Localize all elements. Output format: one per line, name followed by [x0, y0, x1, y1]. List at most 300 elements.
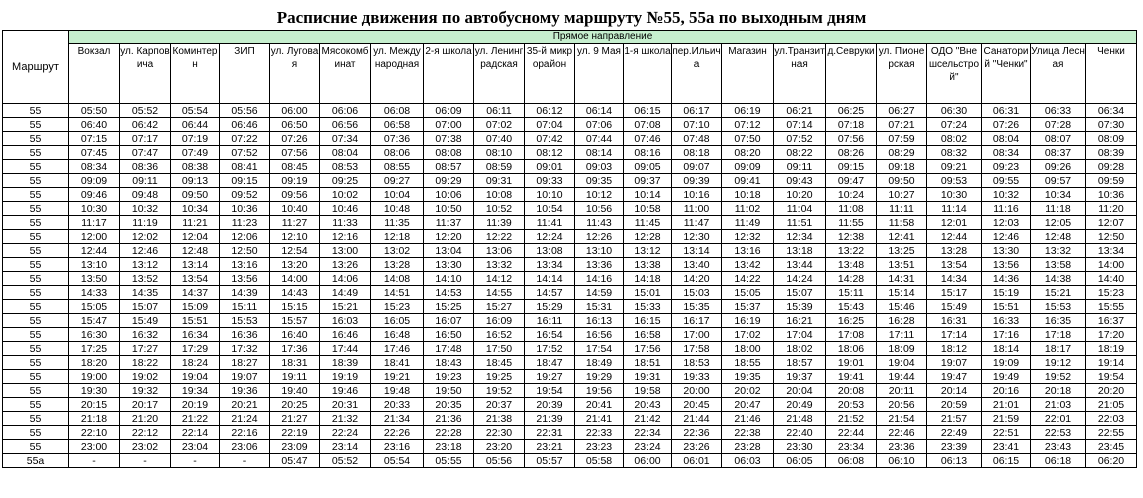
time-cell: 14:10 — [424, 272, 474, 286]
time-cell: 22:51 — [982, 426, 1031, 440]
time-cell: 15:33 — [624, 300, 672, 314]
time-cell: 12:44 — [69, 244, 120, 258]
stop-header: ул. 9 Мая — [575, 44, 624, 104]
time-cell: 16:35 — [1031, 314, 1086, 328]
time-cell: 11:35 — [371, 216, 424, 230]
stop-header: Магазин — [722, 44, 774, 104]
time-cell: 17:04 — [774, 328, 826, 342]
time-cell: 17:25 — [69, 342, 120, 356]
time-cell: 07:21 — [877, 118, 927, 132]
time-cell: 15:23 — [1086, 286, 1137, 300]
time-cell: 11:02 — [722, 202, 774, 216]
route-number-cell: 55 — [3, 440, 69, 454]
time-cell: - — [171, 454, 220, 468]
time-cell: 11:04 — [774, 202, 826, 216]
time-cell: 19:02 — [120, 370, 171, 384]
time-cell: 16:15 — [624, 314, 672, 328]
table-row — [3, 286, 1137, 300]
time-cell: 10:27 — [877, 188, 927, 202]
stop-header: Улица Лесная — [1031, 44, 1086, 104]
time-cell: 14:06 — [320, 272, 371, 286]
time-cell: 06:12 — [525, 104, 575, 118]
time-cell: 19:14 — [1086, 356, 1137, 370]
time-cell: 12:03 — [982, 216, 1031, 230]
time-cell: 11:17 — [69, 216, 120, 230]
time-cell: 20:37 — [474, 398, 525, 412]
time-cell: 06:30 — [927, 104, 982, 118]
time-cell: 10:30 — [927, 188, 982, 202]
time-cell: 23:09 — [270, 440, 320, 454]
time-cell: 22:44 — [826, 426, 877, 440]
time-cell: 23:23 — [575, 440, 624, 454]
time-cell: 10:48 — [371, 202, 424, 216]
time-cell: 12:34 — [774, 230, 826, 244]
time-cell: 22:46 — [877, 426, 927, 440]
time-cell: 16:33 — [982, 314, 1031, 328]
time-cell: 23:00 — [69, 440, 120, 454]
time-cell: 13:16 — [220, 258, 270, 272]
time-cell: 19:40 — [270, 384, 320, 398]
time-cell: 07:18 — [826, 118, 877, 132]
time-cell: 17:16 — [982, 328, 1031, 342]
time-cell: 05:57 — [525, 454, 575, 468]
table-row — [3, 328, 1137, 342]
route-number-cell: 55 — [3, 272, 69, 286]
time-cell: 07:19 — [171, 132, 220, 146]
time-cell: 08:34 — [69, 160, 120, 174]
time-cell: 16:09 — [474, 314, 525, 328]
time-cell: 23:18 — [424, 440, 474, 454]
time-cell: 23:14 — [320, 440, 371, 454]
route-number-cell: 55 — [3, 370, 69, 384]
route-number-cell: 55 — [3, 412, 69, 426]
time-cell: 19:56 — [575, 384, 624, 398]
time-cell: 05:50 — [69, 104, 120, 118]
time-cell: 14:34 — [927, 272, 982, 286]
time-cell: 06:00 — [624, 454, 672, 468]
time-cell: 11:55 — [826, 216, 877, 230]
time-cell: 21:27 — [270, 412, 320, 426]
time-cell: 09:18 — [877, 160, 927, 174]
table-row — [3, 216, 1137, 230]
time-cell: 07:00 — [424, 118, 474, 132]
time-cell: 11:16 — [982, 202, 1031, 216]
time-cell: 10:32 — [982, 188, 1031, 202]
time-cell: 12:38 — [826, 230, 877, 244]
time-cell: 19:47 — [927, 370, 982, 384]
time-cell: 10:14 — [624, 188, 672, 202]
time-cell: 22:34 — [624, 426, 672, 440]
time-cell: 07:48 — [672, 132, 722, 146]
stop-header: 1-я школа — [624, 44, 672, 104]
time-cell: 07:52 — [774, 132, 826, 146]
time-cell: 17:36 — [270, 342, 320, 356]
time-cell: 07:38 — [424, 132, 474, 146]
time-cell: 19:04 — [171, 370, 220, 384]
time-cell: 12:46 — [982, 230, 1031, 244]
time-cell: 15:11 — [220, 300, 270, 314]
time-cell: 14:00 — [1086, 258, 1137, 272]
time-cell: 19:01 — [826, 356, 877, 370]
stop-header: ул. Луговая — [270, 44, 320, 104]
time-cell: 09:15 — [220, 174, 270, 188]
time-cell: 18:14 — [982, 342, 1031, 356]
time-cell: 09:15 — [826, 160, 877, 174]
time-cell: 17:52 — [525, 342, 575, 356]
stops-header-row — [3, 44, 1137, 104]
time-cell: 19:33 — [672, 370, 722, 384]
time-cell: 16:37 — [1086, 314, 1137, 328]
time-cell: 10:34 — [171, 202, 220, 216]
time-cell: 18:31 — [270, 356, 320, 370]
time-cell: 08:57 — [424, 160, 474, 174]
time-cell: 14:35 — [120, 286, 171, 300]
table-row — [3, 244, 1137, 258]
time-cell: 18:02 — [774, 342, 826, 356]
time-cell: 13:40 — [672, 258, 722, 272]
time-cell: 21:48 — [774, 412, 826, 426]
time-cell: 09:50 — [877, 174, 927, 188]
route-number-cell: 55 — [3, 118, 69, 132]
time-cell: 09:13 — [171, 174, 220, 188]
schedule-table — [2, 30, 1137, 468]
table-row — [3, 356, 1137, 370]
time-cell: 23:28 — [722, 440, 774, 454]
table-row — [3, 370, 1137, 384]
time-cell: 07:30 — [1086, 118, 1137, 132]
direction-header: Прямое направление — [69, 31, 1137, 44]
route-number-cell: 55 — [3, 244, 69, 258]
time-cell: 16:52 — [474, 328, 525, 342]
time-cell: 07:52 — [220, 146, 270, 160]
time-cell: 14:24 — [774, 272, 826, 286]
time-cell: 16:46 — [320, 328, 371, 342]
time-cell: 07:06 — [575, 118, 624, 132]
time-cell: 22:10 — [69, 426, 120, 440]
table-row — [3, 118, 1137, 132]
route-number-cell: 55 — [3, 188, 69, 202]
time-cell: 15:35 — [672, 300, 722, 314]
time-cell: 13:42 — [722, 258, 774, 272]
time-cell: 06:50 — [270, 118, 320, 132]
time-cell: 19:54 — [1086, 370, 1137, 384]
time-cell: 13:00 — [320, 244, 371, 258]
time-cell: 20:56 — [877, 398, 927, 412]
time-cell: 08:02 — [927, 132, 982, 146]
time-cell: 08:34 — [982, 146, 1031, 160]
time-cell: 08:08 — [424, 146, 474, 160]
time-cell: 18:41 — [371, 356, 424, 370]
time-cell: 20:08 — [826, 384, 877, 398]
time-cell: 07:15 — [69, 132, 120, 146]
stop-header: 35-й микрорайон — [525, 44, 575, 104]
time-cell: 17:56 — [624, 342, 672, 356]
table-row — [3, 202, 1137, 216]
time-cell: 10:10 — [525, 188, 575, 202]
time-cell: 12:01 — [927, 216, 982, 230]
time-cell: 16:21 — [774, 314, 826, 328]
table-row — [3, 412, 1137, 426]
time-cell: 19:44 — [877, 370, 927, 384]
time-cell: 18:45 — [474, 356, 525, 370]
time-cell: 08:10 — [474, 146, 525, 160]
time-cell: 13:34 — [525, 258, 575, 272]
time-cell: 13:32 — [474, 258, 525, 272]
time-cell: 07:02 — [474, 118, 525, 132]
table-row — [3, 426, 1137, 440]
time-cell: 23:30 — [774, 440, 826, 454]
time-cell: 15:49 — [927, 300, 982, 314]
time-cell: 12:44 — [927, 230, 982, 244]
time-cell: 14:51 — [371, 286, 424, 300]
time-cell: 13:02 — [371, 244, 424, 258]
time-cell: 19:46 — [320, 384, 371, 398]
time-cell: 08:29 — [877, 146, 927, 160]
time-cell: 20:43 — [624, 398, 672, 412]
time-cell: 14:16 — [575, 272, 624, 286]
time-cell: 20:59 — [927, 398, 982, 412]
time-cell: 06:19 — [722, 104, 774, 118]
time-cell: 05:56 — [474, 454, 525, 468]
time-cell: 19:50 — [424, 384, 474, 398]
time-cell: 11:43 — [575, 216, 624, 230]
time-cell: 22:40 — [774, 426, 826, 440]
time-cell: 16:07 — [424, 314, 474, 328]
time-cell: 23:21 — [525, 440, 575, 454]
time-cell: 06:56 — [320, 118, 371, 132]
time-cell: 13:56 — [220, 272, 270, 286]
time-cell: 20:49 — [774, 398, 826, 412]
time-cell: 06:46 — [220, 118, 270, 132]
time-cell: 15:03 — [672, 286, 722, 300]
time-cell: 06:21 — [774, 104, 826, 118]
stop-header: пер.Ильича — [672, 44, 722, 104]
time-cell: 13:04 — [424, 244, 474, 258]
time-cell: 16:28 — [877, 314, 927, 328]
time-cell: 17:44 — [320, 342, 371, 356]
time-cell: 14:43 — [270, 286, 320, 300]
table-row — [3, 132, 1137, 146]
table-row — [3, 272, 1137, 286]
time-cell: 08:39 — [1086, 146, 1137, 160]
time-cell: 21:59 — [982, 412, 1031, 426]
time-cell: 19:04 — [877, 356, 927, 370]
time-cell: 09:29 — [424, 174, 474, 188]
time-cell: 10:52 — [474, 202, 525, 216]
route-number-cell: 55 — [3, 314, 69, 328]
time-cell: 09:11 — [774, 160, 826, 174]
time-cell: 08:37 — [1031, 146, 1086, 160]
time-cell: 22:03 — [1086, 412, 1137, 426]
time-cell: 13:26 — [320, 258, 371, 272]
time-cell: 18:22 — [120, 356, 171, 370]
time-cell: 09:07 — [672, 160, 722, 174]
time-cell: 09:23 — [982, 160, 1031, 174]
time-cell: 08:04 — [320, 146, 371, 160]
time-cell: 22:26 — [371, 426, 424, 440]
stop-header: Санаторий "Ченки" — [982, 44, 1031, 104]
time-cell: 21:57 — [927, 412, 982, 426]
time-cell: 05:58 — [575, 454, 624, 468]
time-cell: 19:09 — [982, 356, 1031, 370]
time-cell: 21:38 — [474, 412, 525, 426]
time-cell: 11:45 — [624, 216, 672, 230]
time-cell: 11:14 — [927, 202, 982, 216]
time-cell: 19:27 — [525, 370, 575, 384]
time-cell: 19:41 — [826, 370, 877, 384]
time-cell: 07:22 — [220, 132, 270, 146]
time-cell: 11:39 — [474, 216, 525, 230]
time-cell: 11:00 — [672, 202, 722, 216]
time-cell: - — [120, 454, 171, 468]
time-cell: 20:35 — [424, 398, 474, 412]
time-cell: 08:55 — [371, 160, 424, 174]
time-cell: 06:11 — [474, 104, 525, 118]
time-cell: 05:54 — [371, 454, 424, 468]
time-cell: 19:54 — [525, 384, 575, 398]
time-cell: 06:05 — [774, 454, 826, 468]
time-cell: 16:40 — [270, 328, 320, 342]
time-cell: 05:52 — [120, 104, 171, 118]
time-cell: 12:00 — [69, 230, 120, 244]
time-cell: 17:02 — [722, 328, 774, 342]
time-cell: 18:57 — [774, 356, 826, 370]
time-cell: 15:49 — [120, 314, 171, 328]
time-cell: 11:47 — [672, 216, 722, 230]
time-cell: 09:39 — [672, 174, 722, 188]
time-cell: 07:42 — [525, 132, 575, 146]
time-cell: 20:02 — [722, 384, 774, 398]
time-cell: 20:39 — [525, 398, 575, 412]
time-cell: 20:25 — [270, 398, 320, 412]
time-cell: 07:56 — [270, 146, 320, 160]
time-cell: 22:38 — [722, 426, 774, 440]
time-cell: 20:17 — [120, 398, 171, 412]
time-cell: 13:20 — [270, 258, 320, 272]
route-number-cell: 55а — [3, 454, 69, 468]
time-cell: 11:27 — [270, 216, 320, 230]
time-cell: 22:01 — [1031, 412, 1086, 426]
stop-header: Мясокомбинат — [320, 44, 371, 104]
time-cell: 20:18 — [1031, 384, 1086, 398]
time-cell: 09:26 — [1031, 160, 1086, 174]
time-cell: 13:12 — [624, 244, 672, 258]
stop-header: д.Севруки — [826, 44, 877, 104]
time-cell: 15:07 — [774, 286, 826, 300]
time-cell: 23:20 — [474, 440, 525, 454]
time-cell: 07:44 — [575, 132, 624, 146]
time-cell: 07:12 — [722, 118, 774, 132]
time-cell: 08:04 — [982, 132, 1031, 146]
time-cell: 13:14 — [672, 244, 722, 258]
time-cell: 13:58 — [1031, 258, 1086, 272]
time-cell: 19:07 — [927, 356, 982, 370]
time-cell: 21:44 — [672, 412, 722, 426]
time-cell: 20:45 — [672, 398, 722, 412]
time-cell: 20:31 — [320, 398, 371, 412]
stop-header: 2-я школа — [424, 44, 474, 104]
time-cell: 07:24 — [927, 118, 982, 132]
table-row — [3, 146, 1137, 160]
time-cell: 06:33 — [1031, 104, 1086, 118]
time-cell: 09:03 — [575, 160, 624, 174]
time-cell: 15:57 — [270, 314, 320, 328]
time-cell: 06:58 — [371, 118, 424, 132]
time-cell: 12:32 — [722, 230, 774, 244]
time-cell: 07:49 — [171, 146, 220, 160]
time-cell: 11:18 — [1031, 202, 1086, 216]
stop-header: ул. Карповича — [120, 44, 171, 104]
time-cell: 12:02 — [120, 230, 171, 244]
route-number-cell: 55 — [3, 342, 69, 356]
time-cell: 15:55 — [1086, 300, 1137, 314]
route-number-cell: 55 — [3, 398, 69, 412]
route-number-cell: 55 — [3, 426, 69, 440]
table-row — [3, 384, 1137, 398]
time-cell: 09:35 — [575, 174, 624, 188]
time-cell: 16:48 — [371, 328, 424, 342]
time-cell: 09:46 — [69, 188, 120, 202]
time-cell: 14:37 — [171, 286, 220, 300]
time-cell: 18:20 — [69, 356, 120, 370]
time-cell: - — [69, 454, 120, 468]
time-cell: 05:47 — [270, 454, 320, 468]
time-cell: 13:30 — [982, 244, 1031, 258]
stop-header: ул.Транзитная — [774, 44, 826, 104]
time-cell: 23:16 — [371, 440, 424, 454]
time-cell: 22:24 — [320, 426, 371, 440]
time-cell: 13:51 — [877, 258, 927, 272]
time-cell: 21:32 — [320, 412, 371, 426]
time-cell: 19:34 — [171, 384, 220, 398]
time-cell: 06:00 — [270, 104, 320, 118]
stop-header: ул. Международная — [371, 44, 424, 104]
time-cell: 15:37 — [722, 300, 774, 314]
time-cell: 09:57 — [1031, 174, 1086, 188]
route-number-cell: 55 — [3, 384, 69, 398]
time-cell: 22:31 — [525, 426, 575, 440]
time-cell: 20:47 — [722, 398, 774, 412]
time-cell: 13:44 — [774, 258, 826, 272]
time-cell: 23:02 — [120, 440, 171, 454]
time-cell: 09:31 — [474, 174, 525, 188]
time-cell: 15:47 — [69, 314, 120, 328]
time-cell: 10:20 — [774, 188, 826, 202]
time-cell: 13:28 — [927, 244, 982, 258]
time-cell: 11:49 — [722, 216, 774, 230]
time-cell: 18:55 — [722, 356, 774, 370]
time-cell: 14:57 — [525, 286, 575, 300]
time-cell: 10:02 — [320, 188, 371, 202]
time-cell: 14:39 — [220, 286, 270, 300]
time-cell: 22:14 — [171, 426, 220, 440]
time-cell: 06:13 — [927, 454, 982, 468]
time-cell: 14:08 — [371, 272, 424, 286]
time-cell: 14:22 — [722, 272, 774, 286]
time-cell: 09:50 — [171, 188, 220, 202]
time-cell: 15:01 — [624, 286, 672, 300]
time-cell: 15:09 — [171, 300, 220, 314]
time-cell: 15:39 — [774, 300, 826, 314]
time-cell: - — [220, 454, 270, 468]
time-cell: 23:04 — [171, 440, 220, 454]
time-cell: 21:39 — [525, 412, 575, 426]
time-cell: 11:08 — [826, 202, 877, 216]
time-cell: 10:08 — [474, 188, 525, 202]
time-cell: 21:24 — [220, 412, 270, 426]
time-cell: 07:46 — [624, 132, 672, 146]
time-cell: 08:07 — [1031, 132, 1086, 146]
